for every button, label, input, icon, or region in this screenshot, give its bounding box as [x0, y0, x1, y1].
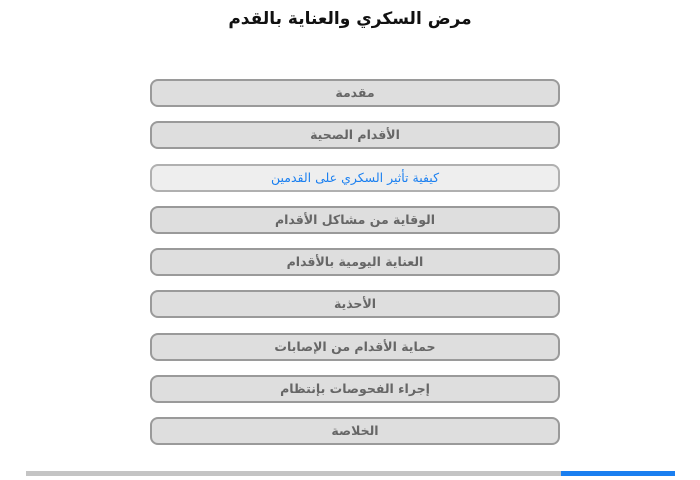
menu-item-diabetes-effect[interactable]: كيفية تأثير السكري على القدمين — [150, 164, 560, 192]
menu-item-footwear[interactable]: الأحذية — [150, 290, 560, 318]
progress-bar — [26, 471, 675, 476]
menu-item-injury-protection[interactable]: حماية الأقدام من الإصابات — [150, 333, 560, 361]
menu-item-introduction[interactable]: مقدمة — [150, 79, 560, 107]
menu-item-daily-care[interactable]: العناية اليومية بالأقدام — [150, 248, 560, 276]
page-title: مرض السكري والعناية بالقدم — [228, 9, 472, 29]
menu-item-healthy-feet[interactable]: الأقدام الصحية — [150, 121, 560, 149]
menu-item-prevention[interactable]: الوقاية من مشاكل الأقدام — [150, 206, 560, 234]
menu-item-regular-checkups[interactable]: إجراء الفحوصات بإنتظام — [150, 375, 560, 403]
chapter-menu — [150, 79, 560, 459]
menu-item-summary[interactable]: الخلاصة — [150, 417, 560, 445]
progress-bar-fill — [561, 471, 675, 476]
